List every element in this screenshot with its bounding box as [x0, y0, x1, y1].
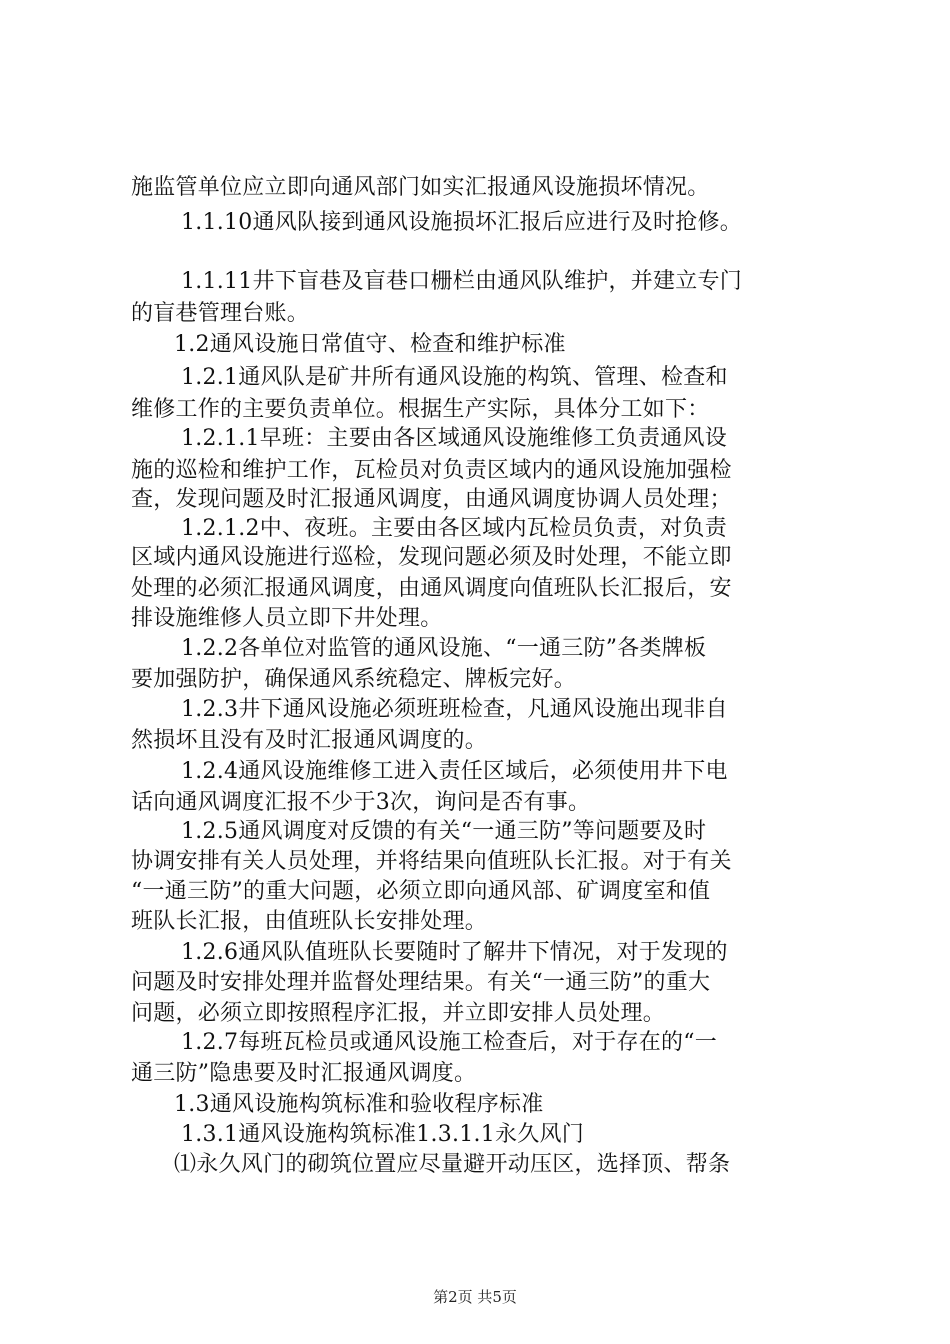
body-line: 然损坏且没有及时汇报通风调度的。 [131, 728, 488, 753]
section-heading: 1.2通风设施日常值守、检查和维护标准 [174, 332, 566, 357]
body-line: 的盲巷管理台账。 [131, 301, 310, 326]
body-line: 1.1.10通风队接到通风设施损坏汇报后应进行及时抢修。 [181, 210, 742, 235]
body-line: 通三防”隐患要及时汇报通风调度。 [131, 1061, 477, 1086]
subsection-heading: 1.3.1通风设施构筑标准1.3.1.1永久风门 [181, 1122, 584, 1147]
body-line: 施监管单位应立即向通风部门如实汇报通风设施损坏情况。 [131, 175, 710, 200]
body-line: 施的巡检和维护工作，瓦检员对负责区域内的通风设施加强检 [131, 458, 732, 483]
body-line: 处理的必须汇报通风调度，由通风调度向值班队长汇报后，安 [131, 576, 732, 601]
body-line: 排设施维修人员立即下井处理。 [131, 606, 443, 631]
section-heading: 1.3通风设施构筑标准和验收程序标准 [174, 1092, 544, 1117]
body-line: “一通三防”的重大问题，必须立即向通风部、矿调度室和值 [131, 879, 711, 904]
body-line: 区域内通风设施进行巡检，发现问题必须及时处理，不能立即 [131, 545, 732, 570]
body-line: 班队长汇报，由值班队长安排处理。 [131, 909, 488, 934]
body-line: 查，发现问题及时汇报通风调度，由通风调度协调人员处理； [131, 487, 732, 512]
body-line: 1.2.6通风队值班队长要随时了解井下情况，对于发现的 [181, 940, 728, 965]
body-line: ⑴永久风门的砌筑位置应尽量避开动压区，选择顶、帮条 [174, 1152, 731, 1177]
body-line: 1.2.4通风设施维修工进入责任区域后，必须使用井下电 [181, 759, 728, 784]
body-line: 1.2.5通风调度对反馈的有关“一通三防”等问题要及时 [181, 819, 707, 844]
body-line: 1.2.7每班瓦检员或通风设施工检查后，对于存在的“一 [181, 1030, 717, 1055]
body-line: 1.2.1.1早班：主要由各区域通风设施维修工负责通风设 [181, 426, 727, 451]
body-line: 问题及时安排处理并监督处理结果。有关“一通三防”的重大 [131, 970, 711, 995]
body-line: 协调安排有关人员处理，并将结果向值班队长汇报。对于有关 [131, 849, 732, 874]
body-line: 要加强防护，确保通风系统稳定、牌板完好。 [131, 667, 577, 692]
body-line: 1.2.1.2中、夜班。主要由各区域内瓦检员负责，对负责 [181, 516, 727, 541]
body-line: 1.1.11井下盲巷及盲巷口栅栏由通风队维护，并建立专门 [181, 269, 742, 294]
body-line: 问题，必须立即按照程序汇报，并立即安排人员处理。 [131, 1001, 666, 1026]
body-line: 话向通风调度汇报不少于3次，询问是否有事。 [131, 790, 591, 815]
page-number-footer: 第2页 共5页 [433, 1288, 517, 1306]
body-line: 维修工作的主要负责单位。根据生产实际，具体分工如下： [131, 397, 710, 422]
body-line: 1.2.1通风队是矿井所有通风设施的构筑、管理、检查和 [181, 365, 728, 390]
body-line: 1.2.2各单位对监管的通风设施、“一通三防”各类牌板 [181, 636, 707, 661]
body-line: 1.2.3井下通风设施必须班班检查，凡通风设施出现非自 [181, 697, 728, 722]
